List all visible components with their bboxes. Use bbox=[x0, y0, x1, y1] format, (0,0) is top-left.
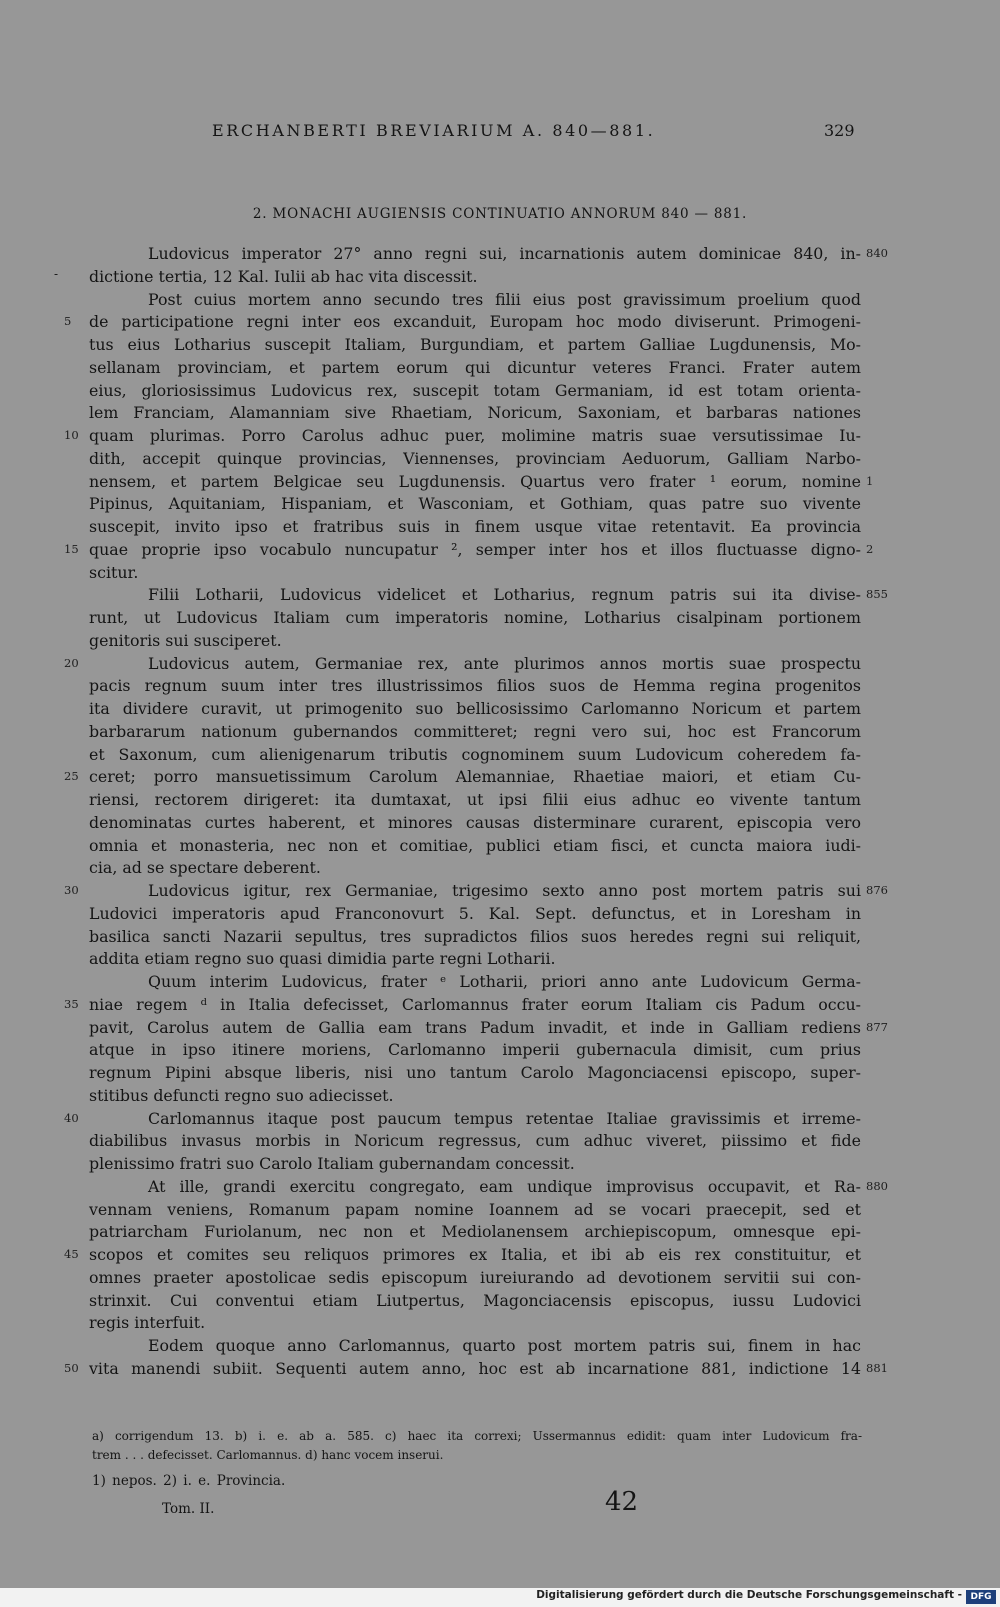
line-text: At ille, grandi exercitu congregato, eam undique improvisus occupavit, et Ra- bbox=[148, 1176, 861, 1196]
text-line bbox=[0, 789, 1000, 812]
text-line bbox=[0, 698, 1000, 721]
text-line bbox=[0, 971, 1000, 994]
text-line bbox=[0, 471, 1000, 494]
text-line bbox=[0, 1108, 1000, 1131]
line-text: vennam veniens, Romanum papam nomine Ioannem ad se vocari praecepit, sed et bbox=[89, 1199, 861, 1219]
text-line bbox=[0, 766, 1000, 789]
text-line bbox=[0, 289, 1000, 312]
line-text: Pipinus, Aquitaniam, Hispaniam, et Wasconiam, et Gothiam, quas patre suo vivente bbox=[89, 494, 861, 514]
numbered-footnotes: 1) nepos. 2) i. e. Provincia. bbox=[92, 1473, 286, 1489]
line-text: ita dividere curavit, ut primogenito suo bellicosissimo Carlomanno Noricum et partem bbox=[89, 699, 861, 718]
text-line bbox=[0, 1176, 1000, 1199]
text-line bbox=[0, 1085, 1000, 1108]
line-number: 10 bbox=[64, 428, 79, 442]
line-text: ceret; porro mansuetissimum Carolum Alemanniae, Rhaetiae maiori, et etiam Cu- bbox=[89, 767, 861, 787]
page-number: 329 bbox=[824, 121, 855, 140]
line-text: Ludovicus autem, Germaniae rex, ante plurimos annos mortis suae prospectu bbox=[148, 653, 861, 673]
text-line bbox=[0, 516, 1000, 539]
text-line bbox=[0, 630, 1000, 653]
line-text: plenissimo fratri suo Carolo Italiam gubernandam concessit. bbox=[89, 1154, 575, 1173]
line-text: vita manendi subiit. Sequenti autem anno, hoc est ab incarnatione 881, indictione 14 bbox=[89, 1358, 861, 1378]
line-text: Post cuius mortem anno secundo tres filii eius post gravissimum proelium quod bbox=[148, 289, 861, 309]
dfg-logo-icon[interactable]: DFG bbox=[966, 1590, 996, 1604]
text-line bbox=[0, 1199, 1000, 1222]
margin-note: 1 bbox=[866, 473, 874, 488]
line-text: stitibus defuncti regno suo adiecisset. bbox=[89, 1085, 394, 1105]
line-text: quae proprie ipso vocabulo nuncupatur ², semper inter hos et illos fluctuasse digno- bbox=[89, 539, 861, 559]
main-text bbox=[0, 243, 1000, 1381]
line-number: 20 bbox=[64, 655, 79, 670]
line-text: eius, gloriosissimus Ludovicus rex, suscepit totam Germaniam, id est totam orienta- bbox=[89, 380, 861, 400]
text-line bbox=[0, 653, 1000, 676]
text-line bbox=[0, 903, 1000, 926]
text-line bbox=[0, 1062, 1000, 1085]
text-line bbox=[0, 857, 1000, 880]
footer-bar bbox=[0, 1588, 1000, 1607]
text-line bbox=[0, 425, 1000, 448]
line-text: atque in ipso itinere moriens, Carlomanno imperii gubernacula dimisit, cum prius bbox=[89, 1040, 861, 1060]
margin-note: 840 bbox=[866, 246, 888, 260]
text-line bbox=[0, 948, 1000, 971]
line-number: 5 bbox=[64, 314, 72, 329]
line-text: regnum Pipini absque liberis, nisi uno tantum Carolo Magonciacensi episcopo, super- bbox=[89, 1063, 861, 1082]
text-line bbox=[0, 357, 1000, 380]
line-number: 35 bbox=[64, 996, 79, 1011]
line-text: regis interfuit. bbox=[89, 1313, 206, 1333]
text-line bbox=[0, 744, 1000, 767]
text-line bbox=[0, 926, 1000, 949]
margin-note: 876 bbox=[866, 883, 888, 897]
line-text: riensi, rectorem dirigeret: ita dumtaxat, ut ipsi filii eius adhuc eo vivente tantum bbox=[89, 790, 861, 809]
text-line bbox=[0, 1244, 1000, 1267]
line-text: cia, ad se spectare deberent. bbox=[89, 858, 321, 878]
text-line bbox=[0, 1017, 1000, 1040]
text-line bbox=[0, 1153, 1000, 1176]
text-line bbox=[0, 1335, 1000, 1358]
line-text: omnia et monasteria, nec non et comitiae, publici etiam fisci, et cuncta maiora iudi- bbox=[89, 835, 861, 855]
section-heading: 2. MONACHI AUGIENSIS CONTINUATIO ANNORUM 840 — 881. bbox=[252, 206, 748, 222]
line-text: runt, ut Ludovicus Italiam cum imperatoris nomine, Lotharius cisalpinam portionem bbox=[89, 608, 861, 627]
line-text: Ludovicus imperator 27° anno regni sui, incarnationis autem dominicae 840, in- bbox=[148, 244, 861, 263]
text-line bbox=[0, 1267, 1000, 1290]
margin-note: 855 bbox=[866, 587, 888, 602]
apparatus-line: a) corrigendum 13. b) i. e. ab a. 585. c) haec ita correxi; Ussermannus edidit: quam inter Ludovicum fra- bbox=[92, 1429, 862, 1443]
text-line bbox=[0, 812, 1000, 835]
line-text: et Saxonum, cum alienigenarum tributis cognominem suum Ludovicum coheredem fa- bbox=[89, 744, 861, 764]
margin-note: 881 bbox=[866, 1360, 888, 1375]
line-text: nensem, et partem Belgicae seu Lugdunensis. Quartus vero frater ¹ eorum, nomine bbox=[89, 471, 861, 491]
text-line bbox=[0, 607, 1000, 630]
margin-marker: - bbox=[54, 266, 59, 281]
text-line bbox=[0, 1039, 1000, 1062]
text-line bbox=[0, 493, 1000, 516]
line-text: basilica sancti Nazarii sepultus, tres supradictos filios suos heredes regni sui reliquit, bbox=[89, 926, 861, 946]
line-text: de participatione regni inter eos excanduit, Europam hoc modo diviserunt. Primogeni- bbox=[89, 312, 861, 332]
text-line bbox=[0, 584, 1000, 607]
page-header bbox=[0, 121, 1000, 145]
line-text: patriarcham Furiolanum, nec non et Mediolanensem archiepiscopum, omnesque epi- bbox=[89, 1222, 861, 1242]
text-line bbox=[0, 721, 1000, 744]
text-line bbox=[0, 402, 1000, 425]
line-number: 30 bbox=[64, 883, 79, 897]
line-text: strinxit. Cui conventui etiam Liutpertus, Magonciacensis episcopus, iussu Ludovici bbox=[89, 1290, 861, 1310]
critical-apparatus bbox=[92, 1427, 862, 1465]
line-text: scopos et comites seu reliquos primores ex Italia, et ibi ab eis rex constituitur, et bbox=[89, 1245, 861, 1264]
text-line bbox=[0, 266, 1000, 289]
line-text: quam plurimas. Porro Carolus adhuc puer, molimine matris suae versutissimae Iu- bbox=[89, 426, 861, 445]
text-line bbox=[0, 562, 1000, 585]
text-line bbox=[0, 539, 1000, 562]
volume-label: Tom. II. bbox=[162, 1501, 215, 1517]
line-text: lem Franciam, Alamanniam sive Rhaetiam, Noricum, Saxoniam, et barbaras nationes bbox=[89, 403, 861, 423]
line-number: 40 bbox=[64, 1110, 79, 1125]
line-text: omnes praeter apostolicae sedis episcopum iureiurando ad devotionem servitii sui con- bbox=[89, 1267, 861, 1287]
line-number: 45 bbox=[64, 1247, 79, 1261]
line-text: tus eius Lotharius suscepit Italiam, Burgundiam, et partem Galliae Lugdunensis, Mo- bbox=[89, 335, 861, 354]
line-text: pavit, Carolus autem de Gallia eam trans Padum invadit, et inde in Galliam rediens bbox=[89, 1017, 861, 1037]
text-line bbox=[0, 311, 1000, 334]
line-text: dictione tertia, 12 Kal. Iulii ab hac vita discessit. bbox=[89, 266, 478, 286]
apparatus-line: trem . . . defecisset. Carlomannus. d) hanc vocem inserui. bbox=[92, 1448, 444, 1462]
running-title: ERCHANBERTI BREVIARIUM A. 840—881. bbox=[212, 121, 656, 140]
line-text: denominatas curtes haberent, et minores causas disterminare curarent, episcopia vero bbox=[89, 812, 861, 832]
text-line bbox=[0, 380, 1000, 403]
text-line bbox=[0, 994, 1000, 1017]
footer-credit: Digitalisierung gefördert durch die Deutsche Forschungsgemeinschaft - bbox=[536, 1589, 962, 1601]
text-line bbox=[0, 1130, 1000, 1153]
line-text: dith, accepit quinque provincias, Viennenses, provinciam Aeduorum, Galliam Narbo- bbox=[89, 448, 861, 468]
line-text: niae regem ᵈ in Italia defecisset, Carlomannus frater eorum Italiam cis Padum occu- bbox=[89, 994, 861, 1014]
text-line bbox=[0, 1358, 1000, 1381]
line-text: scitur. bbox=[89, 562, 139, 582]
line-text: Ludovicus igitur, rex Germaniae, trigesimo sexto anno post mortem patris sui bbox=[148, 881, 861, 900]
margin-note: 877 bbox=[866, 1019, 888, 1034]
text-line bbox=[0, 243, 1000, 266]
line-text: barbararum nationum gubernandos committeret; regni vero sui, hoc est Francorum bbox=[89, 721, 861, 741]
text-line bbox=[0, 334, 1000, 357]
line-number: 15 bbox=[64, 541, 79, 556]
signature-mark: 42 bbox=[605, 1487, 639, 1517]
text-line bbox=[0, 835, 1000, 858]
text-line bbox=[0, 1312, 1000, 1335]
text-line bbox=[0, 448, 1000, 471]
line-text: diabilibus invasus morbis in Noricum regressus, cum adhuc viveret, piissimo et fide bbox=[89, 1131, 861, 1151]
text-line bbox=[0, 1290, 1000, 1313]
line-text: sellanam provinciam, et partem eorum qui dicuntur veteres Franci. Frater autem bbox=[89, 357, 861, 377]
line-text: Quum interim Ludovicus, frater ᵉ Lotharii, priori anno ante Ludovicum Germa- bbox=[148, 972, 861, 991]
line-text: Ludovici imperatoris apud Franconovurt 5. Kal. Sept. defunctus, et in Loresham in bbox=[89, 903, 861, 923]
line-text: genitoris sui susciperet. bbox=[89, 630, 282, 650]
line-text: Eodem quoque anno Carlomannus, quarto post mortem patris sui, finem in hac bbox=[148, 1336, 861, 1355]
line-text: Filii Lotharii, Ludovicus videlicet et Lotharius, regnum patris sui ita divise- bbox=[148, 585, 861, 605]
line-text: addita etiam regno suo quasi dimidia parte regni Lotharii. bbox=[89, 949, 556, 969]
margin-note: 2 bbox=[866, 541, 874, 556]
line-text: suscepit, invito ipso et fratribus suis in finem usque vitae retentavit. Ea provincia bbox=[89, 517, 861, 536]
line-text: pacis regnum suum inter tres illustrissimos filios suos de Hemma regina progenitos bbox=[89, 676, 861, 696]
line-text: Carlomannus itaque post paucum tempus retentae Italiae gravissimis et irreme- bbox=[148, 1108, 861, 1128]
line-number: 50 bbox=[64, 1360, 79, 1375]
text-line bbox=[0, 1221, 1000, 1244]
text-line bbox=[0, 880, 1000, 903]
line-number: 25 bbox=[64, 769, 79, 784]
text-line bbox=[0, 675, 1000, 698]
margin-note: 880 bbox=[866, 1178, 888, 1193]
